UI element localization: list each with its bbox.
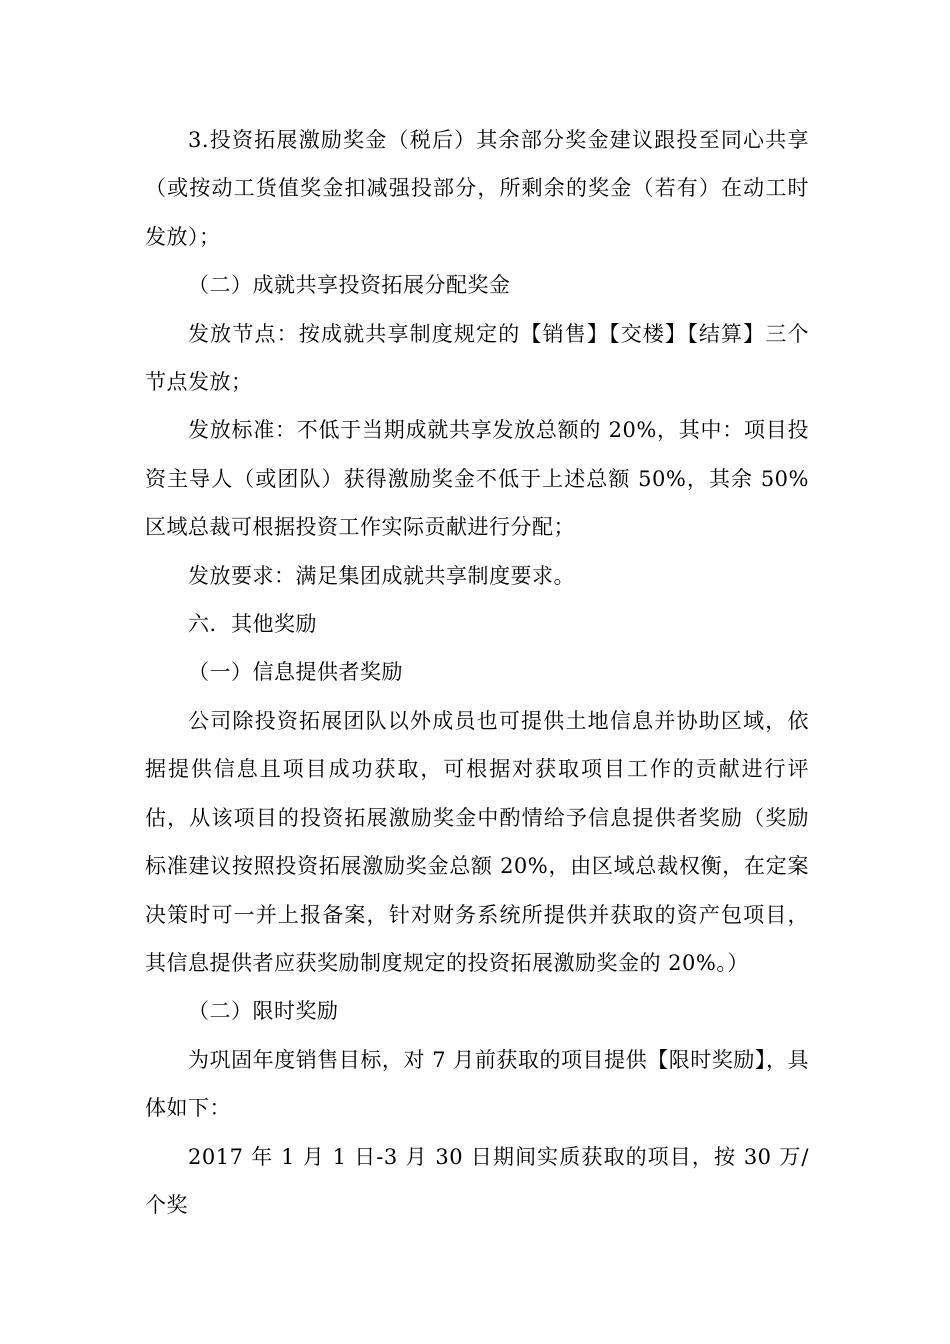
para-bonus-remaining: 3.投资拓展激励奖金（税后）其余部分奖金建议跟投至同心共享（或按动工货值奖金扣减强投部分，所剩余的奖金（若有）在动工时发放）； — [145, 128, 809, 249]
para-time-limited-intro: 为巩固年度销售目标，对 7 月前获取的项目提供【限时奖励】，具体如下： — [145, 1047, 809, 1121]
para-info-provider-detail: 公司除投资拓展团队以外成员也可提供土地信息并协助区域，依据提供信息且项目成功获取，可根据对获取项目工作的贡献进行评估，从该项目的投资拓展激励奖金中酌情给予信息提供者奖励（奖励标准建议按照投资拓展激励奖金总额 20%，由区域总裁权衡，在定案决策时可一并上报备案，针对财务系统所提供并获取的资产包项目，其信息提供者应获奖励制度规定的投资拓展激励奖金的 20%。） — [145, 708, 809, 975]
heading-info-provider-reward: （一）信息提供者奖励 — [188, 660, 403, 685]
heading-other-rewards: 六．其他奖励 — [188, 612, 317, 637]
para-issuance-requirement: 发放要求：满足集团成就共享制度要求。 — [188, 563, 575, 588]
para-issuance-nodes: 发放节点：按成就共享制度规定的【销售】【交楼】【结算】三个节点发放； — [145, 321, 809, 395]
heading-achievement-sharing: （二）成就共享投资拓展分配奖金 — [188, 273, 511, 298]
para-time-limited-period: 2017 年 1 月 1 日-3 月 30 日期间实质获取的项目，按 30 万/个奖 — [145, 1144, 809, 1217]
para-issuance-standard: 发放标准：不低于当期成就共享发放总额的 20%，其中：项目投资主导人（或团队）获得激励奖金不低于上述总额 50%，其余 50%区域总裁可根据投资工作实际贡献进行分配； — [145, 418, 809, 540]
document-page — [145, 116, 809, 1229]
heading-time-limited-reward: （二）限时奖励 — [188, 999, 339, 1024]
